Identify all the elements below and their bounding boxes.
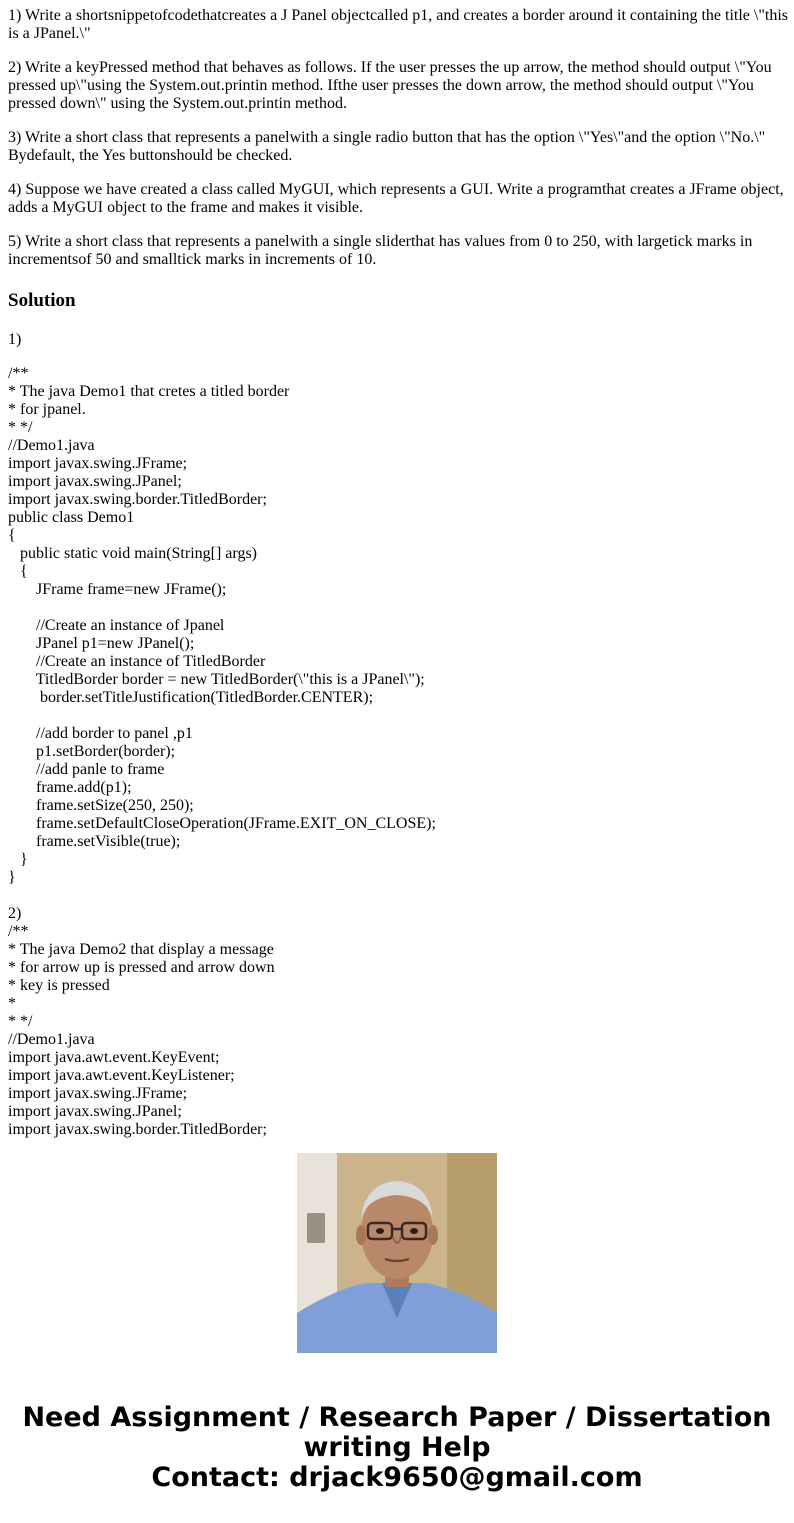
question-2: 2) Write a keyPressed method that behaves as follows. If the user presses the up arrow, the method should output \"You pressed up\"using the System.out.printin method. Ifthe user presses the down arrow, the method should output \"You pressed down\" using the System.out.printin method. xyxy=(8,59,772,112)
question-1: 1) Write a shortsnippetofcodethatcreates a J Panel objectcalled p1, and creates a border around it containing the title \"this is a JPanel.\" xyxy=(8,7,788,42)
promo-line-1: Need Assignment / Research Paper / Dissertation xyxy=(22,1402,772,1433)
help-contact-banner xyxy=(0,1403,794,1493)
answer-2-code: 2) /** * The java Demo2 that display a message * for arrow up is pressed and arrow down * key is pressed * * */ //Demo1.java import java.awt.event.KeyEvent; import java.awt.event.KeyListener; import javax.swing.JFrame; import javax.swing.JPanel; import javax.swing.border.TitledBorder; xyxy=(8,905,275,1138)
question-3: 3) Write a short class that represents a panelwith a single radio button that has the option \"Yes\"and the option \"No.\" Bydefault, the Yes buttonshould be checked. xyxy=(8,129,766,164)
question-4: 4) Suppose we have created a class called MyGUI, which represents a GUI. Write a programthat creates a JFrame object, adds a MyGUI object to the frame and makes it visible. xyxy=(8,181,784,216)
contact-email: Contact: drjack9650@gmail.com xyxy=(151,1462,643,1493)
author-photo xyxy=(297,1153,497,1353)
question-5: 5) Write a short class that represents a panelwith a single sliderthat has values from 0 to 250, with largetick marks in incrementsof 50 and smalltick marks in increments of 10. xyxy=(8,233,753,268)
answer-1-label: 1) xyxy=(8,331,22,348)
promo-line-2: writing Help xyxy=(303,1432,491,1463)
author-photo-image xyxy=(297,1153,497,1353)
solution-heading: Solution xyxy=(8,290,76,311)
answer-1-code: /** * The java Demo1 that cretes a titled border * for jpanel. * */ //Demo1.java import javax.swing.JFrame; import javax.swing.JPanel; import javax.swing.border.TitledBorder; public class Demo1 { public static void main(String[] args) { JFrame frame=new JFrame(); //Create an instance of Jpanel JPanel p1=new JPanel(); //Create an instance of TitledBorder TitledBorder border = new TitledBorder(\"this is a JPanel\"); border.setTitleJustification(TitledBorder.CENTER); //add border to panel ,p1 p1.setBorder(border); //add panle to frame frame.add(p1); frame.setSize(250, 250); frame.setDefaultCloseOperation(JFrame.EXIT_ON_CLOSE); frame.setVisible(true); } } xyxy=(8,365,436,886)
document-content xyxy=(8,0,788,1138)
